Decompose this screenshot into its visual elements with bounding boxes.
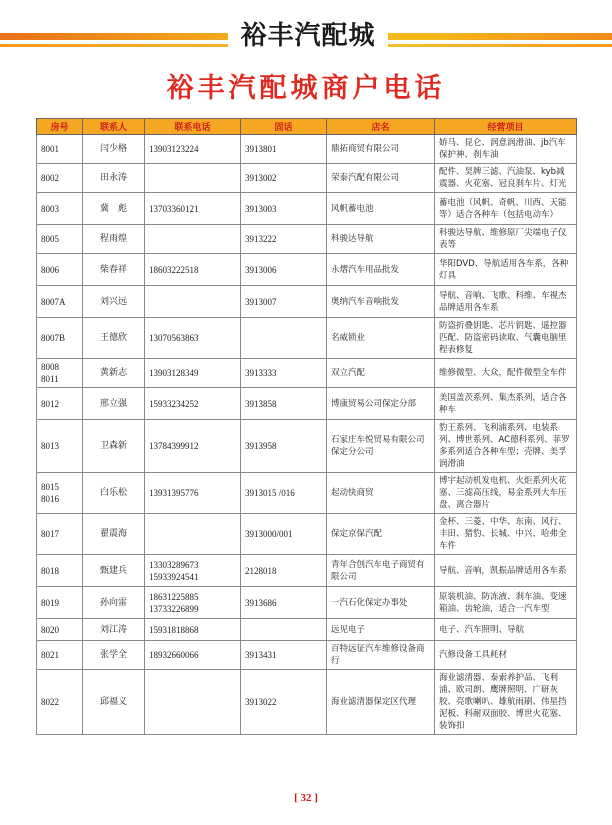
mobile-cell [145,670,241,735]
landline-cell: 3913431 [241,641,327,670]
mobile-cell: 13784399912 [145,420,241,473]
business-cell: 华阳DVD、导航适用各车系，各种灯具 [435,254,577,286]
table-row [37,225,577,254]
mobile-cell: 13931395776 [145,473,241,514]
table-row [37,670,577,735]
page-header [0,0,612,62]
business-cell: 豹王系列、飞利浦系列、电装系列、博世系列、AC德科系列、菲罗多系列适合各种车型；壳牌、美孚润滑油 [435,420,577,473]
contact-cell: 张学全 [83,641,145,670]
contact-cell: 刘兴远 [83,286,145,318]
room-cell: 8020 [37,619,83,641]
mobile-cell: 18932660066 [145,641,241,670]
business-cell: 防盗折叠钥匙、芯片钥匙、遥控器匹配、防盗密码读取、气囊电脑里程表修复 [435,318,577,359]
room-cell: 8018 [37,555,83,587]
mobile-cell [145,164,241,193]
contact-cell: 卫森新 [83,420,145,473]
contact-cell: 程雨煌 [83,225,145,254]
shop-name-cell: 名威锁业 [327,318,435,359]
business-cell: 导航、音响，凯振品牌适用各车系 [435,555,577,587]
column-header-room: 房号 [37,119,83,135]
column-header-shop: 店名 [327,119,435,135]
landline-cell: 3913007 [241,286,327,318]
mobile-cell: 15933234252 [145,388,241,420]
shop-name-cell: 双立汽配 [327,359,435,388]
business-cell: 电子、汽车照明、导航 [435,619,577,641]
contact-cell: 白乐松 [83,473,145,514]
table-row [37,164,577,193]
table-body [37,135,577,735]
room-cell: 8007A [37,286,83,318]
table-row [37,318,577,359]
room-cell: 8013 [37,420,83,473]
landline-cell: 2128018 [241,555,327,587]
table-row [37,193,577,225]
business-cell: 蓄电池（风帆、奇帆、川西、天能等）适合各种车（包括电动车） [435,193,577,225]
table-row [37,619,577,641]
shop-name-cell: 远见电子 [327,619,435,641]
landline-cell: 3913022 [241,670,327,735]
mobile-cell: 13903123224 [145,135,241,164]
column-header-landline: 固话 [241,119,327,135]
shop-name-cell: 石家庄车悦贸易有限公司保定分公司 [327,420,435,473]
room-cell: 8002 [37,164,83,193]
room-cell: 8007B [37,318,83,359]
contact-cell: 刘江涛 [83,619,145,641]
landline-cell: 3913002 [241,164,327,193]
room-cell: 8017 [37,514,83,555]
business-cell: 科骏达导航、维修原厂尖端电子仪表等 [435,225,577,254]
shop-name-cell: 永熠汽车用品批发 [327,254,435,286]
shop-name-cell: 风帆蓄电池 [327,193,435,225]
column-header-mobile: 联系电话 [145,119,241,135]
contact-cell: 邢立强 [83,388,145,420]
contact-cell: 王德欣 [83,318,145,359]
shop-name-cell: 起动快商贸 [327,473,435,514]
landline-cell: 3913000/001 [241,514,327,555]
business-cell: 配件、昊牌三滤、汽油泵、kyb减震器、火花塞、冠良刹车片、灯光 [435,164,577,193]
room-cell: 8006 [37,254,83,286]
contact-cell: 邱福义 [83,670,145,735]
landline-cell: 3913003 [241,193,327,225]
table-row [37,359,577,388]
mobile-cell: 13303289673 15933924541 [145,555,241,587]
shop-name-cell: 荣泰汽配有限公司 [327,164,435,193]
business-cell: 原装机油、防冻液、刹车油、变速箱油、齿轮油，适合一汽车型 [435,587,577,619]
mobile-cell: 18631225885 13733226899 [145,587,241,619]
table-row [37,641,577,670]
business-cell: 海业滤清器、泰索养护品、飞利浦、欧司朗、鹰牌照明、广研灰胶、亮歌喇叭、雄航雨刷、伟星挡泥板、科耐双面胶、博世火花塞、装饰扣 [435,670,577,735]
shop-name-cell: 海业滤清器保定区代理 [327,670,435,735]
shop-name-cell: 一汽石化保定办事处 [327,587,435,619]
room-cell: 8005 [37,225,83,254]
business-cell: 汽修设备工具耗材 [435,641,577,670]
landline-cell [241,318,327,359]
shop-name-cell: 鼎拓商贸有限公司 [327,135,435,164]
room-cell: 8019 [37,587,83,619]
contact-cell: 田永涛 [83,164,145,193]
shop-name-cell: 百特远征汽车维修设备商行 [327,641,435,670]
contact-cell: 柴春祥 [83,254,145,286]
mobile-cell: 18603222518 [145,254,241,286]
landline-cell [241,619,327,641]
contact-cell: 冀 彪 [83,193,145,225]
shop-name-cell: 青年合创汽车电子商贸有限公司 [327,555,435,587]
column-header-business: 经营项目 [435,119,577,135]
brand-logo-text: 裕丰汽配城 [228,18,388,54]
table-row [37,514,577,555]
landline-cell: 3913801 [241,135,327,164]
landline-cell: 3913222 [241,225,327,254]
landline-cell: 3913858 [241,388,327,420]
page-title: 裕丰汽配城商户电话 [166,73,446,104]
mobile-cell [145,225,241,254]
room-cell: 8015 8016 [37,473,83,514]
business-cell: 博宇起动机发电机、火炬系列火花塞、三滤高压线，易金系列大车压盘、离合器片 [435,473,577,514]
shop-name-cell: 奥纳汽车音响批发 [327,286,435,318]
room-cell: 8012 [37,388,83,420]
room-cell: 8008 8011 [37,359,83,388]
room-cell: 8003 [37,193,83,225]
contact-cell: 闫少格 [83,135,145,164]
table-row [37,254,577,286]
shop-name-cell: 保定京保汽配 [327,514,435,555]
business-cell: 维修微型、大众，配件微型全车件 [435,359,577,388]
contact-cell: 甄建兵 [83,555,145,587]
room-cell: 8022 [37,670,83,735]
room-cell: 8001 [37,135,83,164]
table-row [37,555,577,587]
contact-cell: 翟震海 [83,514,145,555]
shop-name-cell: 科骏达导航 [327,225,435,254]
mobile-cell: 13070563863 [145,318,241,359]
mobile-cell [145,514,241,555]
column-header-contact: 联系人 [83,119,145,135]
business-cell: 娇马、昆仑、润意润滑油、jb汽车保护神、刹车油 [435,135,577,164]
business-cell: 金杯、三菱、中华、东南、风行、丰田、猎豹、长城、中兴、哈弗全车件 [435,514,577,555]
page-number: [ 32 ] [294,792,318,804]
mobile-cell: 15931818868 [145,619,241,641]
mobile-cell [145,286,241,318]
contact-cell: 孙向雷 [83,587,145,619]
table-row [37,587,577,619]
merchant-directory-table [36,118,577,735]
business-cell: 美国盖茨系列、集杰系列，适合各种车 [435,388,577,420]
business-cell: 导航、音响、飞歌、科维、车视杰品牌适用各车系 [435,286,577,318]
landline-cell: 3913958 [241,420,327,473]
table-row [37,420,577,473]
mobile-cell: 13703360121 [145,193,241,225]
landline-cell: 3913006 [241,254,327,286]
contact-cell: 黄新志 [83,359,145,388]
landline-cell: 3913333 [241,359,327,388]
landline-cell: 3913686 [241,587,327,619]
shop-name-cell: 博康贸易公司保定分部 [327,388,435,420]
table-row [37,135,577,164]
table-row [37,388,577,420]
room-cell: 8021 [37,641,83,670]
mobile-cell: 13903128349 [145,359,241,388]
table-header-row [37,119,577,135]
landline-cell: 3913015 /016 [241,473,327,514]
table-row [37,286,577,318]
table-row [37,473,577,514]
